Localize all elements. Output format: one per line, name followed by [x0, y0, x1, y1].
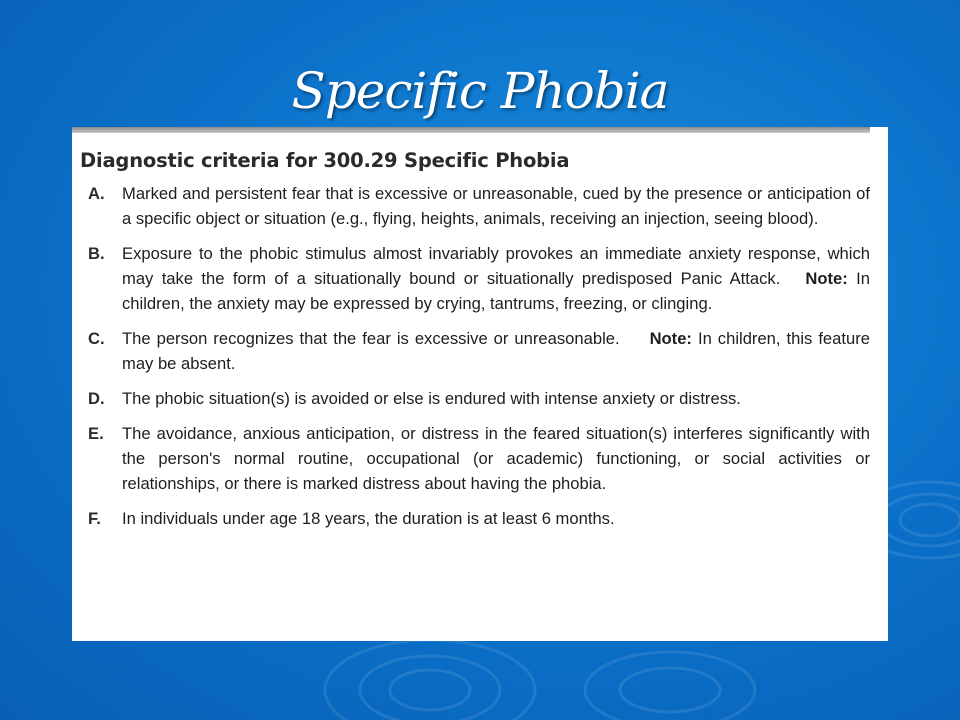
- slide-title: Specific Phobia: [291, 62, 669, 120]
- criterion-body: The person recognizes that the fear is excessive or unreasonable.: [122, 329, 620, 348]
- document-heading: Diagnostic criteria for 300.29 Specific Phobia: [80, 149, 570, 172]
- criterion-letter: D.: [88, 389, 105, 408]
- criterion-body: The avoidance, anxious anticipation, or distress in the feared situation(s) interferes significantly with the person's normal routine, occupational (or academic) functioning, or social activities or relationships, or there is marked distress about having the phobia.: [122, 424, 870, 493]
- criterion-e: [80, 421, 870, 496]
- criterion-text: [122, 421, 870, 496]
- criterion-letter: A.: [88, 184, 105, 203]
- note-label: Note:: [805, 269, 848, 288]
- criterion-f: [80, 506, 870, 531]
- criterion-letter: E.: [88, 424, 104, 443]
- document-top-rule: [72, 127, 870, 133]
- criterion-body: The phobic situation(s) is avoided or else is endured with intense anxiety or distress.: [122, 389, 741, 408]
- criterion-text: [122, 181, 870, 231]
- criterion-letter: B.: [88, 244, 105, 263]
- criterion-a: [80, 181, 870, 231]
- criterion-text: [122, 386, 870, 411]
- criterion-body: Marked and persistent fear that is excessive or unreasonable, cued by the presence or anticipation of a specific object or situation (e.g., flying, heights, animals, receiving an injection, seeing blood).: [122, 184, 870, 228]
- criteria-list: [80, 181, 870, 531]
- criterion-c: [80, 326, 870, 376]
- note-label: Note:: [649, 329, 692, 348]
- criterion-letter: C.: [88, 329, 105, 348]
- criterion-text: [122, 506, 870, 531]
- criterion-body: In individuals under age 18 years, the duration is at least 6 months.: [122, 509, 615, 528]
- note-text: In children, the anxiety may be expressed by crying, tantrums, freezing, or clinging.: [122, 269, 870, 313]
- diagnostic-criteria-document: [72, 127, 888, 641]
- criterion-letter: F.: [88, 509, 101, 528]
- criterion-d: [80, 386, 870, 411]
- criterion-text: [122, 326, 870, 376]
- note-text: In children, this feature may be absent.: [122, 329, 870, 373]
- criterion-b: [80, 241, 870, 316]
- criterion-body: Exposure to the phobic stimulus almost invariably provokes an immediate anxiety response, which may take the form of a situationally bound or situationally predisposed Panic Attack.: [122, 244, 870, 288]
- criterion-text: [122, 241, 870, 316]
